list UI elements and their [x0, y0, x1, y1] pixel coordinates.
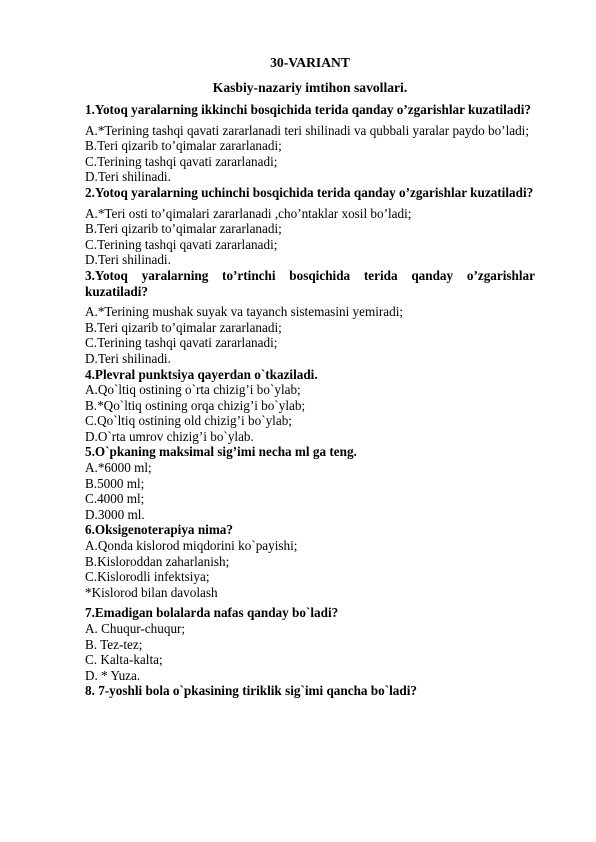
question-7: 7.Emadigan bolalarda nafas qanday bo`ladi? — [85, 605, 339, 621]
option-4b: B.*Qo`ltiq ostining orqa chizig’i bo`ylab; — [85, 397, 306, 413]
option-1c: C.Terining tashqi qavati zararlanadi; — [85, 153, 278, 169]
option-3d: D.Teri shilinadi. — [85, 350, 171, 366]
option-4c: C.Qo`ltiq ostining old chizig’i bo`ylab; — [85, 413, 292, 429]
question-1: 1.Yotoq yaralarning ikkinchi bosqichida terida qanday o’zgarishlar kuzatiladi? — [85, 102, 532, 117]
option-2a: A.*Teri osti to’qimalari zararlanadi ,cho’ntaklar xosil bo’ladi; — [85, 205, 412, 221]
question-4-options — [85, 382, 535, 444]
question-3-options — [85, 304, 535, 366]
document-page — [85, 55, 535, 699]
option-5d: D.3000 ml. — [85, 506, 145, 522]
option-6a: A.Qonda kislorod miqdorini ko`payishi; — [85, 538, 298, 554]
option-7c: C. Kalta-kalta; — [85, 652, 163, 668]
option-5a: A.*6000 ml; — [85, 460, 152, 476]
option-1a: A.*Terining tashqi qavati zararlanadi teri shilinadi va qubbali yaralar paydo bo’ladi; — [85, 122, 530, 138]
question-8: 8. 7-yoshli bola o`pkasining tiriklik sig`imi qancha bo`ladi? — [85, 683, 417, 699]
option-2d: D.Teri shilinadi. — [85, 252, 171, 268]
question-1-options — [85, 123, 535, 185]
option-3c: C.Terining tashqi qavati zararlanadi; — [85, 335, 278, 351]
question-6: 6.Oksigenoterapiya nima? — [85, 522, 233, 538]
option-7b: B. Tez-tez; — [85, 636, 143, 652]
option-6d: *Kislorod bilan davolash — [85, 584, 218, 600]
option-2c: C.Terining tashqi qavati zararlanadi; — [85, 236, 278, 252]
option-2b: B.Teri qizarib to’qimalar zararlanadi; — [85, 221, 282, 237]
option-7a: A. Chuqur-chuqur; — [85, 621, 186, 636]
option-3a: A.*Terining mushak suyak va tayanch sistemasini yemiradi; — [85, 304, 404, 320]
option-5b: B.5000 ml; — [85, 475, 145, 491]
document-subtitle: Kasbiy-nazariy imtihon savollari. — [212, 80, 408, 95]
question-5-options — [85, 460, 535, 522]
question-7-options — [85, 621, 535, 683]
option-5c: C.4000 ml; — [85, 491, 145, 507]
option-1d: D.Teri shilinadi. — [85, 169, 171, 185]
question-6-options — [85, 538, 535, 600]
question-2-options — [85, 206, 535, 268]
option-6c: C.Kislorodli infektsiya; — [85, 569, 210, 585]
option-4a: A.Qo`ltiq ostining o`rta chizig’i bo`ylab; — [85, 382, 301, 398]
question-3: 3.Yotoq yaralarning to’rtinchi bosqichida terida qanday o’zgarishlar kuzatiladi? — [85, 267, 535, 299]
option-7d: D. * Yuza. — [85, 667, 141, 683]
question-5: 5.O`pkaning maksimal sig’imi necha ml ga teng. — [85, 444, 357, 460]
option-6b: B.Kisloroddan zaharlanish; — [85, 553, 230, 569]
option-3b: B.Teri qizarib to’qimalar zararlanadi; — [85, 319, 282, 335]
option-4d: D.O`rta umrov chizig’i bo`ylab. — [85, 428, 254, 444]
document-title: 30-VARIANT — [270, 55, 350, 70]
option-1b: B.Teri qizarib to’qimalar zararlanadi; — [85, 138, 282, 154]
question-2: 2.Yotoq yaralarning uchinchi bosqichida terida qanday o’zgarishlar kuzatiladi? — [85, 184, 534, 200]
question-4: 4.Plevral punktsiya qayerdan o`tkaziladi. — [85, 366, 318, 382]
